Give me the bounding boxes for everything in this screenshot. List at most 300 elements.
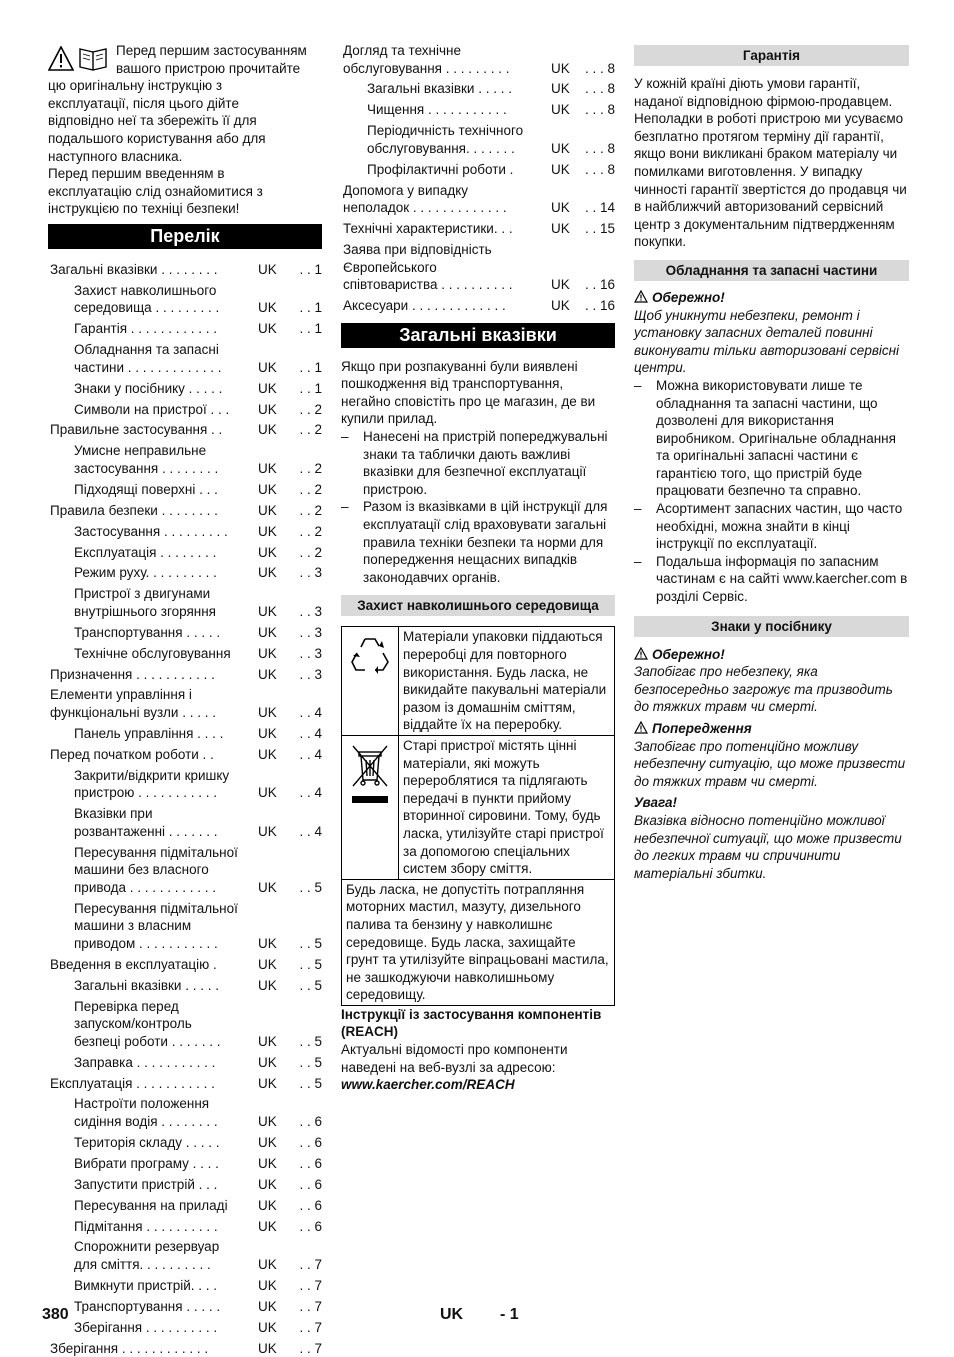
toc-entry-title: [48, 998, 258, 1051]
toc-entry-lang: UK: [551, 81, 570, 97]
toc-entry[interactable]: [48, 998, 322, 1051]
toc-entry-page: . . . 8: [584, 60, 615, 76]
toc-entry-page: . . 7: [299, 1257, 322, 1273]
list-item: – Асортимент запасних частин, що часто необхідні, можна знайти в кінці інструкції по експлуатації.: [634, 500, 909, 553]
toc-entry-title: [48, 544, 258, 562]
toc-entry-page: . . 6: [299, 1218, 322, 1234]
general-intro: Якщо при розпакуванні були виявлені пошкодження від транспортування, негайно сповістіть про це магазин, де ви купили прилад.: [341, 358, 596, 427]
toc-entry-line: Запустити пристрій . . .: [74, 1176, 218, 1192]
toc-entry-page: . . . 8: [584, 140, 615, 156]
toc-entry-line: Закрити/відкрити кришку: [74, 767, 230, 783]
toc-entry[interactable]: [48, 380, 322, 398]
toc-entry-lang: UK: [258, 1298, 277, 1314]
toc-entry-title: [48, 1218, 258, 1236]
warning-label: Попередження: [652, 721, 752, 736]
toc-entry-page: . . 6: [299, 1114, 322, 1130]
table-of-contents: [48, 261, 322, 1357]
toc-entry[interactable]: [48, 956, 322, 974]
toc-entry-line: Підходящі поверхні . . .: [74, 481, 218, 497]
toc-entry-title: [48, 686, 258, 721]
toc-entry-line: Пристрої з двигунами: [74, 586, 211, 602]
toc-entry-title: [48, 1238, 258, 1273]
toc-entry-title: [48, 1134, 258, 1152]
toc-entry-line: Допомога у випадку: [343, 182, 469, 198]
toc-entry-title: [48, 1155, 258, 1173]
toc-entry-line: Заява при відповідність: [343, 242, 492, 258]
toc-entry-title: [48, 380, 258, 398]
toc-entry-line: для сміття. . . . . . . . . .: [74, 1257, 211, 1273]
toc-entry[interactable]: [48, 1277, 322, 1295]
toc-entry[interactable]: [48, 900, 322, 953]
toc-entry-line: Умисне неправильне: [74, 443, 207, 459]
toc-entry-line: безпеці роботи . . . . . . .: [74, 1033, 221, 1049]
toc-entry-lang: UK: [258, 705, 277, 721]
toc-entry[interactable]: [48, 1176, 322, 1194]
toc-entry[interactable]: [48, 645, 322, 663]
toc-entry-line: приводом . . . . . . . . . . .: [74, 935, 218, 951]
intro-line: вашого пристрою прочитайте: [116, 60, 301, 76]
toc-entry[interactable]: [48, 1298, 322, 1316]
toc-entry-line: Зберігання . . . . . . . . . .: [74, 1319, 218, 1335]
toc-entry-lang: UK: [258, 879, 277, 895]
toc-entry-lang: UK: [258, 1340, 277, 1356]
toc-entry-line: застосування . . . . . . . .: [74, 460, 219, 476]
toc-entry-title: [48, 767, 258, 802]
toc-entry-title: [341, 42, 551, 77]
environment-table: [341, 626, 615, 1005]
column-middle: [341, 42, 615, 1094]
toc-entry[interactable]: [48, 401, 322, 419]
toc-entry-lang: UK: [258, 1176, 277, 1192]
toc-entry[interactable]: [341, 101, 615, 119]
toc-entry-line: Обладнання та запасні: [74, 342, 219, 358]
toc-entry-lang: UK: [551, 140, 570, 156]
toc-entry-title: [48, 1095, 258, 1130]
toc-entry-line: пристрою . . . . . . . . . . .: [74, 785, 217, 801]
toc-entry-page: . . 2: [299, 481, 322, 497]
toc-entry[interactable]: [48, 481, 322, 499]
toc-entry-line: Періодичність технічного: [367, 123, 524, 139]
section-heading-warranty: Гарантія: [634, 45, 909, 66]
toc-entry-line: Заправка . . . . . . . . . . .: [74, 1054, 216, 1070]
toc-entry[interactable]: [341, 182, 615, 217]
toc-entry[interactable]: [48, 1095, 322, 1130]
table-of-contents-continued: [341, 42, 615, 315]
toc-entry[interactable]: [48, 624, 322, 642]
toc-entry-lang: UK: [258, 645, 277, 661]
toc-entry-line: Пересування на приладі: [74, 1197, 228, 1213]
toc-entry-page: . . 3: [299, 603, 322, 619]
toc-entry-lang: UK: [551, 298, 570, 314]
toc-entry-lang: UK: [258, 956, 277, 972]
toc-entry-line: Догляд та технічне: [343, 43, 461, 58]
toc-entry[interactable]: [48, 320, 322, 338]
toc-entry-lang: UK: [258, 460, 277, 476]
toc-entry[interactable]: [341, 80, 615, 98]
toc-entry-title: [48, 977, 258, 995]
toc-entry-lang: UK: [551, 200, 570, 216]
toc-entry-page: . . 2: [299, 523, 322, 539]
toc-entry-page: . . 1: [299, 321, 322, 337]
toc-entry-line: Гарантія . . . . . . . . . . . .: [74, 321, 218, 337]
toc-entry-title: [48, 1054, 258, 1072]
toc-entry-page: . . 3: [299, 624, 322, 640]
recycle-icon: [349, 633, 391, 675]
section-heading-parts: Обладнання та запасні частини: [634, 260, 909, 281]
section-heading-general: Загальні вказівки: [341, 323, 615, 348]
toc-entry-lang: UK: [258, 321, 277, 337]
signs-warning-text: Запобігає про потенційно можливу небезпечну ситуацію, що може призвести до тяжких травм чи смерті.: [634, 738, 906, 789]
toc-entry-page: . . 16: [584, 277, 615, 293]
toc-entry[interactable]: [48, 805, 322, 840]
toc-entry-line: Знаки у посібнику . . . . .: [74, 380, 223, 396]
list-item: – Разом із вказівками в цій інструкції для експлуатації слід враховувати загальні правила техніки безпеки та норми для попередження нещасних випадків законодавчих органів.: [341, 498, 615, 586]
toc-entry-title: [48, 666, 258, 684]
toc-entry-page: . . 6: [299, 1176, 322, 1192]
toc-entry[interactable]: [48, 421, 322, 439]
toc-entry-page: . . 3: [299, 565, 322, 581]
toc-entry-title: [341, 182, 551, 217]
toc-entry-lang: UK: [258, 1155, 277, 1171]
toc-entry-line: середовища . . . . . . . . .: [74, 300, 220, 316]
toc-entry-page: . . 4: [299, 705, 322, 721]
toc-entry[interactable]: [48, 1319, 322, 1337]
toc-entry[interactable]: [48, 1134, 322, 1152]
toc-entry-page: . . 2: [299, 401, 322, 417]
toc-entry[interactable]: [341, 161, 615, 179]
toc-entry-title: [48, 421, 258, 439]
toc-entry-line: Європейського: [343, 259, 437, 275]
toc-entry-line: неполадок . . . . . . . . . . . . .: [343, 200, 507, 216]
toc-entry-line: Експлуатація . . . . . . . . . . .: [50, 1075, 215, 1091]
toc-entry[interactable]: [48, 544, 322, 562]
caution-label: Обережно!: [652, 646, 725, 662]
toc-entry[interactable]: [48, 666, 322, 684]
toc-entry-lang: UK: [258, 666, 277, 682]
toc-entry-line: Технічне обслуговування: [74, 645, 231, 661]
toc-entry-title: [48, 585, 258, 620]
toc-entry-page: . . 3: [299, 645, 322, 661]
toc-entry-lang: UK: [258, 1277, 277, 1293]
toc-entry-lang: UK: [258, 1319, 277, 1335]
footer-subpage: - 1: [500, 1306, 519, 1323]
toc-entry[interactable]: [48, 585, 322, 620]
toc-entry[interactable]: [48, 261, 322, 279]
toc-entry-lang: UK: [258, 523, 277, 539]
toc-entry-page: . . 6: [299, 1134, 322, 1150]
toc-entry-lang: UK: [551, 221, 570, 237]
toc-entry[interactable]: [48, 1054, 322, 1072]
toc-entry-line: співтовариства . . . . . . . . . .: [343, 277, 513, 293]
toc-entry-title: [48, 1197, 258, 1215]
signs-warning: [634, 720, 909, 738]
intro-line: цю оригінальну інструкцію з: [48, 78, 223, 94]
toc-entry-title: [48, 1277, 258, 1295]
toc-entry-line: Застосування . . . . . . . . .: [74, 523, 228, 539]
toc-entry-lang: UK: [258, 1033, 277, 1049]
toc-entry-title: [48, 341, 258, 376]
toc-entry-line: машини без власного: [74, 862, 209, 878]
packaging-text: Матеріали упаковки піддаються переробці для повторного використання. Будь ласка, не викидайте пакувальні матеріали разом із домашнім сміттям, віддайте їх на переробку.: [399, 627, 615, 736]
intro-line: експлуатації, після цього дійте: [48, 95, 239, 111]
toc-entry-line: Режим руху. . . . . . . . . .: [74, 565, 217, 581]
intro-line: наступного власника.: [48, 148, 183, 164]
toc-entry-lang: UK: [258, 261, 277, 277]
section-heading-environment: Захист навколишнього середовища: [341, 595, 615, 616]
toc-entry-title: [48, 481, 258, 499]
toc-entry-title: [48, 1176, 258, 1194]
toc-entry-line: Елементи управління і: [50, 687, 192, 703]
toc-entry-line: Призначення . . . . . . . . . . .: [50, 666, 215, 682]
intro-line: Перед першим застосуванням: [116, 43, 307, 58]
toc-entry-page: . . 7: [299, 1340, 322, 1356]
signs-caution: [634, 646, 909, 664]
toc-entry-title: [48, 1298, 258, 1316]
toc-entry[interactable]: [48, 725, 322, 743]
toc-entry-title: [341, 101, 551, 119]
toc-entry-line: Загальні вказівки . . . . .: [367, 81, 512, 97]
toc-entry-page: . . 6: [299, 1155, 322, 1171]
toc-entry-title: [48, 645, 258, 663]
toc-entry[interactable]: [341, 241, 615, 294]
toc-entry-line: Технічні характеристики. . .: [343, 221, 513, 237]
general-list: [341, 428, 615, 586]
oils-text: Будь ласка, не допустіть потрапляння моторних мастил, мазуту, дизельного палива та бензину у навколишнє середовище. Будь ласка, захищайте грунт та утилізуйте віпрацьовані мастила, не зашкоджуючи навколишньому середовищу.: [342, 879, 615, 1005]
toc-entry[interactable]: [48, 564, 322, 582]
toc-entry[interactable]: [48, 1197, 322, 1215]
warning-triangle-icon: [634, 290, 648, 303]
toc-entry[interactable]: [48, 977, 322, 995]
toc-entry-page: . . 15: [584, 221, 615, 237]
toc-entry-page: . . 1: [299, 359, 322, 375]
toc-entry[interactable]: [48, 523, 322, 541]
toc-entry[interactable]: [48, 746, 322, 764]
toc-entry-lang: UK: [258, 1075, 277, 1091]
toc-entry-lang: UK: [551, 102, 570, 118]
toc-entry-line: Вибрати програму . . . .: [74, 1155, 219, 1171]
toc-entry-title: [341, 220, 551, 238]
toc-entry-line: обслуговування. . . . . . .: [367, 140, 515, 156]
toc-entry-page: . . 4: [299, 746, 322, 762]
toc-entry-line: Правила безпеки . . . . . . . .: [50, 502, 218, 518]
toc-entry[interactable]: [341, 122, 615, 157]
toc-entry-page: . . 7: [299, 1298, 322, 1314]
page-number: 380: [42, 1306, 69, 1323]
toc-entry-page: . . 5: [299, 1033, 322, 1049]
toc-entry-lang: UK: [258, 725, 277, 741]
toc-entry-page: . . 14: [584, 200, 615, 216]
toc-heading: Перелік: [48, 224, 322, 249]
toc-entry-lang: UK: [258, 300, 277, 316]
toc-entry[interactable]: [48, 1238, 322, 1273]
toc-entry-page: . . 5: [299, 956, 322, 972]
toc-entry[interactable]: [48, 1340, 322, 1357]
toc-entry-line: Чищення . . . . . . . . . . .: [367, 102, 507, 118]
toc-entry-page: . . 2: [299, 544, 322, 560]
parts-caution-text: Щоб уникнути небезпеки, ремонт і установку запасних деталей повинні виконувати тільки авторизовані сервісні центри.: [634, 307, 900, 376]
toc-entry-page: . . 5: [299, 879, 322, 895]
toc-entry-lang: UK: [258, 481, 277, 497]
toc-entry-lang: UK: [258, 1114, 277, 1130]
toc-entry-lang: UK: [551, 161, 570, 177]
toc-entry-title: [341, 241, 551, 294]
toc-entry-title: [48, 746, 258, 764]
toc-entry-page: . . 5: [299, 977, 322, 993]
toc-entry[interactable]: [48, 1218, 322, 1236]
table-row: [342, 879, 615, 1005]
toc-entry-line: Вимкнути пристрій. . . .: [74, 1277, 218, 1293]
parts-list: [634, 377, 909, 606]
toc-entry-lang: UK: [258, 380, 277, 396]
toc-entry[interactable]: [48, 1075, 322, 1093]
toc-entry-page: . . 1: [299, 261, 322, 277]
toc-entry-line: Територія складу . . . . .: [74, 1134, 220, 1150]
toc-entry-title: [48, 523, 258, 541]
toc-entry-line: Панель управління . . . .: [74, 725, 224, 741]
toc-entry-line: запуском/контроль: [74, 1016, 192, 1032]
toc-entry-lang: UK: [258, 977, 277, 993]
toc-entry-line: Транспортування . . . . .: [74, 624, 221, 640]
toc-entry[interactable]: [48, 1155, 322, 1173]
section-heading-signs: Знаки у посібнику: [634, 616, 909, 637]
toc-entry-line: Загальні вказівки . . . . .: [74, 977, 219, 993]
table-row: [342, 735, 615, 879]
toc-entry-title: [48, 320, 258, 338]
toc-entry[interactable]: [48, 442, 322, 477]
toc-entry-page: . . . 8: [584, 81, 615, 97]
toc-entry-lang: UK: [551, 60, 570, 76]
toc-entry-page: . . 16: [584, 298, 615, 314]
toc-entry-title: [48, 956, 258, 974]
toc-entry-lang: UK: [258, 359, 277, 375]
toc-entry-line: Настроїти положення: [74, 1096, 210, 1112]
toc-entry-page: . . 2: [299, 422, 322, 438]
attention-label: Увага!: [634, 795, 677, 811]
toc-entry-page: . . 2: [299, 502, 322, 518]
toc-entry-lang: UK: [258, 1257, 277, 1273]
intro-line: експлуатацію слід ознайомитися з: [48, 183, 263, 199]
toc-entry-title: [48, 282, 258, 317]
toc-entry-lang: UK: [258, 502, 277, 518]
toc-entry-line: внутрішнього згоряння: [74, 603, 216, 619]
warning-triangle-icon: [634, 647, 648, 660]
footer-lang: UK: [440, 1306, 464, 1323]
toc-entry-title: [48, 261, 258, 279]
toc-entry[interactable]: [48, 844, 322, 897]
toc-entry-page: . . 3: [299, 666, 322, 682]
toc-entry-line: Перед початком роботи . .: [50, 746, 214, 762]
toc-entry-line: частини . . . . . . . . . . . . .: [74, 359, 222, 375]
toc-entry-line: Підмітання . . . . . . . . . .: [74, 1218, 218, 1234]
toc-entry-line: Символи на пристрої . . .: [74, 401, 230, 417]
bin-icon-cell: [342, 735, 399, 879]
toc-entry[interactable]: [48, 767, 322, 802]
toc-entry-lang: UK: [258, 565, 277, 581]
intro-notice: [48, 42, 322, 218]
toc-entry-title: [48, 401, 258, 419]
toc-entry-line: Введення в експлуатацію .: [50, 956, 217, 972]
toc-entry-page: . . 2: [299, 460, 322, 476]
toc-entry-line: Пересування підмітальної: [74, 844, 238, 860]
toc-entry-lang: UK: [258, 785, 277, 801]
intro-line: інструкцією по техніці безпеки!: [48, 201, 240, 217]
toc-entry[interactable]: [48, 686, 322, 721]
toc-entry[interactable]: [48, 502, 322, 520]
toc-entry-line: Спорожнити резервуар: [74, 1239, 220, 1255]
toc-entry-page: . . 7: [299, 1319, 322, 1335]
reach-text: Актуальні відомості про компоненти наведені на веб-вузлі за адресою:: [341, 1042, 568, 1075]
toc-entry-line: Профілактичні роботи .: [367, 161, 514, 177]
toc-entry-page: . . 1: [299, 300, 322, 316]
toc-entry-lang: UK: [258, 935, 277, 951]
toc-entry-lang: UK: [258, 401, 277, 417]
toc-entry-lang: UK: [258, 1197, 277, 1213]
toc-entry-line: сидіння водія . . . . . . . .: [74, 1114, 218, 1130]
crossed-bin-icon: [349, 742, 391, 808]
toc-entry-title: [341, 80, 551, 98]
reach-url[interactable]: www.kaercher.com/REACH: [341, 1077, 515, 1093]
toc-entry-lang: UK: [258, 1134, 277, 1150]
toc-entry-page: . . 5: [299, 935, 322, 951]
toc-entry-title: [48, 725, 258, 743]
toc-entry-line: Перевірка перед: [74, 998, 179, 1014]
toc-entry[interactable]: [341, 42, 615, 77]
toc-entry-lang: UK: [551, 277, 570, 293]
reach-title: Інструкції із застосування компонентів (REACH): [341, 1006, 602, 1040]
signs-caution-text: Запобігає про небезпеку, яка безпосередньо загрожує та призводить до тяжких травм чи смерті.: [634, 664, 893, 715]
toc-entry-title: [341, 122, 551, 157]
toc-entry-line: Аксесуари . . . . . . . . . . . . .: [343, 298, 506, 314]
column-right: [634, 42, 909, 882]
column-left: [48, 42, 322, 1357]
toc-entry-title: [48, 844, 258, 897]
recycle-icon-cell: [342, 627, 399, 736]
toc-entry[interactable]: [341, 220, 615, 238]
toc-entry-page: . . 5: [299, 1075, 322, 1091]
toc-entry-line: Вказівки при: [74, 806, 153, 822]
toc-entry-line: машини з власним: [74, 918, 192, 934]
warranty-text: У кожній країні діють умови гарантії, наданої відповідною фірмою-продавцем. Неполадки в роботі пристрою ми усуваємо безплатно протягом терміну дії гарантії, якщо вони викликані браком матеріалу чи помилками виготовлення. У випадку чинності гарантії звертістся до продавця чи в найближчий авторизований сервісний центр з документальним підтвердженням покупки.: [634, 76, 907, 250]
toc-entry-title: [48, 1319, 258, 1337]
intro-line: подальшого користування або для: [48, 130, 266, 146]
toc-entry[interactable]: [48, 282, 322, 317]
toc-entry-title: [48, 624, 258, 642]
toc-entry-title: [48, 1340, 258, 1357]
toc-entry-title: [48, 900, 258, 953]
toc-entry-page: . . 7: [299, 1277, 322, 1293]
toc-entry-line: Пересування підмітальної: [74, 900, 238, 916]
list-item: – Нанесені на пристрій попереджувальні знаки та таблички дають важливі вказівки для безпечної експлуатації пристрою.: [341, 428, 615, 498]
toc-entry-title: [48, 502, 258, 520]
toc-entry-lang: UK: [258, 603, 277, 619]
toc-entry-lang: UK: [258, 624, 277, 640]
toc-entry-line: Захист навколишнього: [74, 282, 217, 298]
toc-entry-page: . . 6: [299, 1197, 322, 1213]
parts-caution: [634, 289, 909, 307]
toc-entry-page: . . 5: [299, 1054, 322, 1070]
toc-entry-lang: UK: [258, 422, 277, 438]
toc-entry-title: [341, 161, 551, 179]
toc-entry-line: Правильне застосування . .: [50, 422, 223, 438]
toc-entry-line: привода . . . . . . . . . . . .: [74, 879, 216, 895]
toc-entry-lang: UK: [258, 823, 277, 839]
toc-entry[interactable]: [341, 297, 615, 315]
warning-triangle-icon: [634, 721, 648, 734]
toc-entry-line: обслуговування . . . . . . . . .: [343, 60, 510, 76]
toc-entry-line: Загальні вказівки . . . . . . . .: [50, 261, 218, 277]
list-item: – Подальша інформація по запасним частинам є на сайті www.kaercher.com в розділі Сервіс.: [634, 553, 909, 606]
toc-entry[interactable]: [48, 341, 322, 376]
